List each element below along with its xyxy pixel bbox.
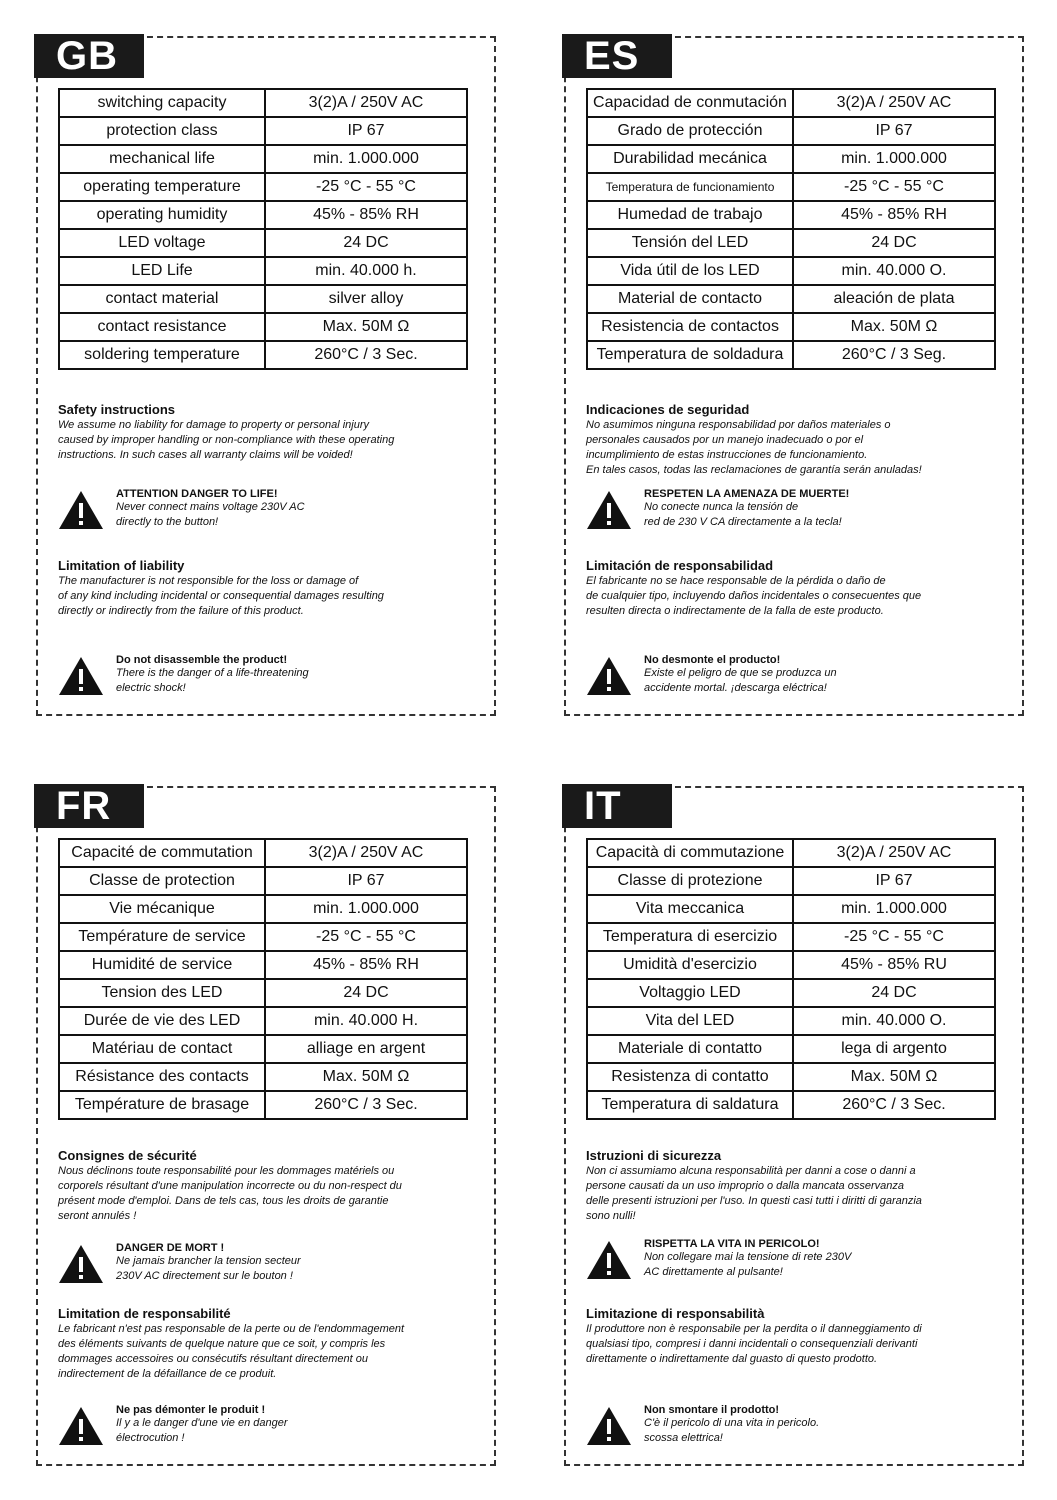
table-row	[59, 229, 467, 257]
spec-value: 45% - 85% RH	[265, 951, 467, 979]
text-line: dommages accessoires ou consécutifs résultant directement ou	[58, 1353, 368, 1365]
spec-value: 260°C / 3 Sec.	[265, 341, 467, 369]
disassemble-warning	[58, 1404, 468, 1452]
table-row	[59, 839, 467, 867]
text-line: The manufacturer is not responsible for the loss or damage of	[58, 575, 359, 587]
warning-text: scossa elettrica!	[644, 1432, 723, 1444]
warning-text: red de 230 V CA directamente a la tecla!	[644, 516, 842, 528]
text-line: incumplimiento de estas instrucciones de funcionamiento.	[586, 449, 868, 461]
warning-triangle-icon	[58, 1244, 104, 1284]
section-title: Indicaciones de seguridad	[586, 402, 750, 417]
text-line: Il produttore non è responsabile per la perdita o il danneggiamento di	[586, 1323, 922, 1335]
section-body	[586, 418, 996, 478]
table-row	[587, 313, 995, 341]
spec-table	[586, 88, 996, 370]
table-row	[587, 341, 995, 369]
table-row	[587, 145, 995, 173]
section-title: Limitazione di responsabilità	[586, 1306, 765, 1321]
spec-value: 24 DC	[793, 979, 995, 1007]
warning-triangle-icon	[586, 1406, 632, 1446]
spec-value: min. 40.000 H.	[265, 1007, 467, 1035]
text-line: présent mode d'emploi. Dans de tels cas, tous les droits de garantie	[58, 1195, 389, 1207]
warning-text: directly to the button!	[116, 516, 219, 528]
section-body	[58, 418, 468, 463]
section-title: Safety instructions	[58, 402, 176, 417]
warning-text: C'è il pericolo di una vita in pericolo.	[644, 1417, 820, 1429]
spec-value: 45% - 85% RU	[793, 951, 995, 979]
spec-label: Temperatura di saldatura	[587, 1091, 793, 1119]
table-row	[59, 89, 467, 117]
panel-es	[564, 36, 1022, 714]
table-row	[587, 1091, 995, 1119]
spec-value: -25 °C - 55 °C	[265, 923, 467, 951]
section-title: Limitation of liability	[58, 558, 185, 573]
spec-label: contact resistance	[59, 313, 265, 341]
text-line: corporels résultant d'une manipulation incorrecte ou du non-respect du	[58, 1180, 402, 1192]
spec-label: Vie mécanique	[59, 895, 265, 923]
table-row	[59, 1007, 467, 1035]
spec-value: 260°C / 3 Sec.	[265, 1091, 467, 1119]
safety-section	[58, 402, 468, 463]
text-line: direttamente o indirettamente dal guasto di questo prodotto.	[586, 1353, 878, 1365]
table-row	[587, 1007, 995, 1035]
spec-label: Humedad de trabajo	[587, 201, 793, 229]
spec-label: Vita del LED	[587, 1007, 793, 1035]
spec-value: alliage en argent	[265, 1035, 467, 1063]
warning-title: Do not disassemble the product!	[116, 654, 288, 666]
spec-value: 3(2)A / 250V AC	[793, 839, 995, 867]
table-row	[587, 923, 995, 951]
spec-value: silver alloy	[265, 285, 467, 313]
table-row	[587, 895, 995, 923]
spec-value: IP 67	[793, 867, 995, 895]
spec-value: 3(2)A / 250V AC	[265, 839, 467, 867]
table-row	[59, 895, 467, 923]
table-row	[587, 229, 995, 257]
spec-label: Tensión del LED	[587, 229, 793, 257]
spec-value: min. 40.000 O.	[793, 257, 995, 285]
spec-label: Durabilidad mecánica	[587, 145, 793, 173]
spec-label: Classe de protection	[59, 867, 265, 895]
language-tag: GB	[34, 34, 144, 78]
warning-title: No desmonte el producto!	[644, 654, 781, 666]
warning-text: accidente mortal. ¡descarga eléctrica!	[644, 682, 827, 694]
spec-value: -25 °C - 55 °C	[793, 173, 995, 201]
spec-value: Max. 50M Ω	[793, 313, 995, 341]
table-row	[59, 923, 467, 951]
spec-label: Classe di protezione	[587, 867, 793, 895]
spec-label: Vida útil de los LED	[587, 257, 793, 285]
spec-label: Grado de protección	[587, 117, 793, 145]
text-line: En tales casos, todas las reclamaciones de garantía serán anuladas!	[586, 464, 922, 476]
language-tag: FR	[34, 784, 144, 828]
spec-label: Capacidad de conmutación	[587, 89, 793, 117]
table-row	[59, 1091, 467, 1119]
spec-label: Matériau de contact	[59, 1035, 265, 1063]
spec-table	[58, 838, 468, 1120]
table-row	[59, 1063, 467, 1091]
table-row	[587, 1035, 995, 1063]
warning-title: DANGER DE MORT !	[116, 1242, 225, 1254]
text-line: persone causati da un uso improprio o dalla mancata osservanza	[586, 1180, 904, 1192]
spec-label: Capacité de commutation	[59, 839, 265, 867]
spec-value: 3(2)A / 250V AC	[793, 89, 995, 117]
warning-text: Ne jamais brancher la tension secteur	[116, 1255, 301, 1267]
table-row	[59, 951, 467, 979]
table-row	[587, 201, 995, 229]
spec-value: Max. 50M Ω	[793, 1063, 995, 1091]
spec-value: Max. 50M Ω	[265, 313, 467, 341]
liability-section	[586, 1306, 996, 1367]
spec-value: -25 °C - 55 °C	[265, 173, 467, 201]
danger-warning	[586, 488, 996, 536]
spec-table	[586, 838, 996, 1120]
table-row	[59, 313, 467, 341]
spec-label: switching capacity	[59, 89, 265, 117]
spec-label: operating humidity	[59, 201, 265, 229]
spec-label: soldering temperature	[59, 341, 265, 369]
spec-label: Température de service	[59, 923, 265, 951]
section-body	[58, 1164, 468, 1224]
table-row	[59, 285, 467, 313]
text-line: qualsiasi tipo, compresi i danni incidentali o consequenziali derivanti	[586, 1338, 918, 1350]
section-body	[586, 1322, 996, 1367]
text-line: sono nulli!	[586, 1210, 636, 1222]
warning-text: There is the danger of a life-threatening	[116, 667, 309, 679]
warning-triangle-icon	[58, 1406, 104, 1446]
danger-warning	[58, 1242, 468, 1290]
spec-value: IP 67	[265, 867, 467, 895]
safety-section	[586, 1148, 996, 1224]
spec-label: Température de brasage	[59, 1091, 265, 1119]
warning-title: Ne pas démonter le produit !	[116, 1404, 266, 1416]
table-row	[59, 173, 467, 201]
spec-value: 3(2)A / 250V AC	[265, 89, 467, 117]
spec-value: min. 1.000.000	[793, 145, 995, 173]
spec-label: Voltaggio LED	[587, 979, 793, 1007]
panel-it	[564, 786, 1022, 1464]
warning-triangle-icon	[586, 490, 632, 530]
spec-value: -25 °C - 55 °C	[793, 923, 995, 951]
section-body	[586, 574, 996, 619]
spec-label: mechanical life	[59, 145, 265, 173]
disassemble-warning	[58, 654, 468, 702]
disassemble-warning	[586, 654, 996, 702]
warning-text: Never connect mains voltage 230V AC	[116, 501, 305, 513]
table-row	[587, 257, 995, 285]
table-row	[587, 285, 995, 313]
section-title: Limitation de responsabilité	[58, 1306, 231, 1321]
spec-label: Temperatura de soldadura	[587, 341, 793, 369]
spec-label: Résistance des contacts	[59, 1063, 265, 1091]
spec-value: 260°C / 3 Seg.	[793, 341, 995, 369]
warning-text: électrocution !	[116, 1432, 185, 1444]
warning-title: ATTENTION DANGER TO LIFE!	[116, 488, 278, 500]
text-line: directly or indirectly from the failure of this product.	[58, 605, 304, 617]
language-tag: IT	[562, 784, 672, 828]
text-line: caused by improper handling or non-compliance with these operating	[58, 434, 395, 446]
spec-label: operating temperature	[59, 173, 265, 201]
spec-label: Resistenza di contatto	[587, 1063, 793, 1091]
spec-label: Durée de vie des LED	[59, 1007, 265, 1035]
table-row	[587, 117, 995, 145]
spec-label: LED voltage	[59, 229, 265, 257]
text-line: des éléments suivants de quelque nature que ce soit, y compris les	[58, 1338, 386, 1350]
spec-label: Materiale di contatto	[587, 1035, 793, 1063]
warning-text: Il y a le danger d'une vie en danger	[116, 1417, 288, 1429]
text-line: Le fabricant n'est pas responsable de la perte ou de l'endommagement	[58, 1323, 405, 1335]
spec-value: 24 DC	[265, 979, 467, 1007]
section-title: Consignes de sécurité	[58, 1148, 197, 1163]
text-line: delle presenti istruzioni per l'uso. In questi casi tutti i diritti di garanzia	[586, 1195, 922, 1207]
spec-value: 24 DC	[265, 229, 467, 257]
spec-table	[58, 88, 468, 370]
text-line: instructions. In such cases all warranty claims will be voided!	[58, 449, 353, 461]
panel-gb	[36, 36, 494, 714]
warning-title: RISPETTA LA VITA IN PERICOLO!	[644, 1238, 820, 1250]
warning-triangle-icon	[586, 656, 632, 696]
spec-label: LED Life	[59, 257, 265, 285]
spec-value: 24 DC	[793, 229, 995, 257]
section-body	[586, 1164, 996, 1224]
spec-value: Max. 50M Ω	[265, 1063, 467, 1091]
spec-value: min. 1.000.000	[265, 895, 467, 923]
table-row	[587, 951, 995, 979]
spec-label: Vita meccanica	[587, 895, 793, 923]
table-row	[59, 867, 467, 895]
table-row	[59, 257, 467, 285]
table-row	[587, 173, 995, 201]
table-row	[59, 1035, 467, 1063]
table-row	[587, 89, 995, 117]
spec-value: min. 40.000 O.	[793, 1007, 995, 1035]
table-row	[587, 839, 995, 867]
panel-fr	[36, 786, 494, 1464]
spec-label: contact material	[59, 285, 265, 313]
table-row	[587, 979, 995, 1007]
danger-warning	[58, 488, 468, 536]
spec-value: IP 67	[265, 117, 467, 145]
warning-title: RESPETEN LA AMENAZA DE MUERTE!	[644, 488, 850, 500]
warning-triangle-icon	[58, 490, 104, 530]
warning-text: Non collegare mai la tensione di rete 230V	[644, 1251, 852, 1263]
spec-value: min. 1.000.000	[265, 145, 467, 173]
spec-label: Material de contacto	[587, 285, 793, 313]
spec-label: Temperatura di esercizio	[587, 923, 793, 951]
section-title: Limitación de responsabilidad	[586, 558, 774, 573]
text-line: Nous déclinons toute responsabilité pour les dommages matériels ou	[58, 1165, 395, 1177]
spec-value: 45% - 85% RH	[793, 201, 995, 229]
danger-warning	[586, 1238, 996, 1286]
text-line: indirectement de la défaillance de ce produit.	[58, 1368, 277, 1380]
spec-label: Temperatura de funcionamiento	[587, 173, 793, 201]
table-row	[59, 201, 467, 229]
warning-triangle-icon	[58, 656, 104, 696]
warning-text: AC direttamente al pulsante!	[644, 1266, 783, 1278]
text-line: personales causados por un manejo inadecuado o por el	[586, 434, 864, 446]
spec-value: lega di argento	[793, 1035, 995, 1063]
text-line: seront annulés !	[58, 1210, 137, 1222]
spec-value: 260°C / 3 Sec.	[793, 1091, 995, 1119]
disassemble-warning	[586, 1404, 996, 1452]
spec-value: IP 67	[793, 117, 995, 145]
warning-triangle-icon	[586, 1240, 632, 1280]
warning-text: electric shock!	[116, 682, 186, 694]
text-line: resulten directa o indirectamente de la falla de este producto.	[586, 605, 884, 617]
language-tag: ES	[562, 34, 672, 78]
table-row	[59, 145, 467, 173]
text-line: de cualquier tipo, incluyendo daños incidentales o consecuentes que	[586, 590, 922, 602]
text-line: No asumimos ninguna responsabilidad por daños materiales o	[586, 419, 891, 431]
warning-text: No conecte nunca la tensión de	[644, 501, 799, 513]
liability-section	[58, 558, 468, 619]
spec-label: Tension des LED	[59, 979, 265, 1007]
liability-section	[58, 1306, 468, 1382]
table-row	[59, 117, 467, 145]
spec-value: aleación de plata	[793, 285, 995, 313]
warning-title: Non smontare il prodotto!	[644, 1404, 780, 1416]
text-line: We assume no liability for damage to property or personal injury	[58, 419, 370, 431]
warning-text: 230V AC directement sur le bouton !	[116, 1270, 293, 1282]
safety-section	[58, 1148, 468, 1224]
spec-value: 45% - 85% RH	[265, 201, 467, 229]
safety-section	[586, 402, 996, 478]
spec-label: Capacità di commutazione	[587, 839, 793, 867]
spec-value: min. 1.000.000	[793, 895, 995, 923]
text-line: El fabricante no se hace responsable de la pérdida o daño de	[586, 575, 886, 587]
text-line: of any kind including incidental or consequential damages resulting	[58, 590, 384, 602]
section-body	[58, 574, 468, 619]
table-row	[59, 979, 467, 1007]
spec-label: Humidité de service	[59, 951, 265, 979]
liability-section	[586, 558, 996, 619]
spec-value: min. 40.000 h.	[265, 257, 467, 285]
section-title: Istruzioni di sicurezza	[586, 1148, 722, 1163]
spec-label: Resistencia de contactos	[587, 313, 793, 341]
spec-label: protection class	[59, 117, 265, 145]
warning-text: Existe el peligro de que se produzca un	[644, 667, 837, 679]
text-line: Non ci assumiamo alcuna responsabilità per danni a cose o danni a	[586, 1165, 916, 1177]
table-row	[587, 867, 995, 895]
table-row	[587, 1063, 995, 1091]
table-row	[59, 341, 467, 369]
section-body	[58, 1322, 468, 1382]
spec-label: Umidità d'esercizio	[587, 951, 793, 979]
